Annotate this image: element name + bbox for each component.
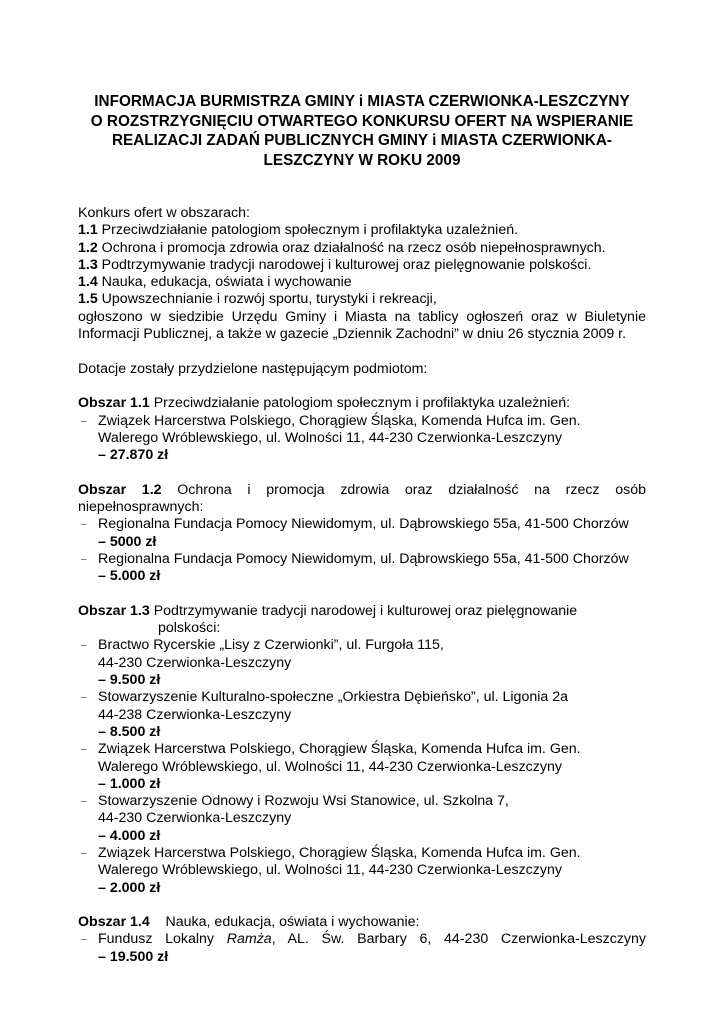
dash-bullet: – <box>81 934 87 946</box>
obszar-heading: Obszar 1.2 Ochrona i promocja zdrowia oraz działalność na rzecz osób <box>78 481 646 498</box>
grant-amount: – 8.500 zł <box>98 723 161 740</box>
area-line: 1.2 Ochrona i promocja zdrowia oraz działalność na rzecz osób niepełnosprawnych. <box>78 239 606 256</box>
announce-line: ogłoszono w siedzibie Urzędu Gminy i Miasta na tablicy ogłoszeń oraz w Biuletynie <box>78 308 646 325</box>
title-line: INFORMACJA BURMISTRZA GMINY i MIASTA CZERWIONKA-LESZCZYNY <box>94 93 630 110</box>
dash-bullet: – <box>81 692 87 704</box>
dash-bullet: – <box>81 415 87 427</box>
grant-item: – Fundusz Lokalny Ramża, AL. Św. Barbary 6, 44-230 Czerwionka-Leszczyny – 19.500 zł <box>81 931 647 965</box>
intro-heading: Konkurs ofert w obszarach: <box>78 205 250 221</box>
grant-item: – Regionalna Fundacja Pomocy Niewidomym, ul. Dąbrowskiego 55a, 41-500 Chorzów – 5.000 zł <box>78 551 646 586</box>
dash-bullet: – <box>81 553 87 565</box>
dash-bullet: – <box>81 796 87 808</box>
grant-item: – Stowarzyszenie Kulturalno-społeczne „Orkiestra Dębieńsko”, ul. Ligonia 2a 44-238 Czerwionka-Leszczyny – 8.500 zł <box>78 689 646 741</box>
dash-bullet: – <box>81 519 87 531</box>
grant-item: – Stowarzyszenie Odnowy i Rozwoju Wsi Stanowice, ul. Szkolna 7, 44-230 Czerwionka-Leszczyny – 4.000 zł <box>78 793 646 845</box>
title-line: REALIZACJI ZADAŃ PUBLICZNYCH GMINY i MIASTA CZERWIONKA- <box>112 132 612 150</box>
grant-item: – Związek Harcerstwa Polskiego, Chorągiew Śląska, Komenda Hufca im. Gen. Walerego Wróblewskiego, ul. Wolności 11, 44-230 Czerwionka-Leszczyny – 1.000 zł <box>78 741 646 793</box>
obszar-heading: Obszar 1.1 Przeciwdziałanie patologiom społecznym i profilaktyka uzależnień: <box>78 395 571 412</box>
grant-item: – Związek Harcerstwa Polskiego, Chorągiew Śląska, Komenda Hufca im. Gen. Walerego Wróblewskiego, ul. Wolności 11, 44-230 Czerwionka-Leszczyny – 27.870 zł <box>78 413 646 465</box>
grant-amount: – 5000 zł <box>98 533 157 550</box>
area-line: 1.4 Nauka, edukacja, oświata i wychowanie <box>78 274 352 291</box>
grant-amount: – 1.000 zł <box>98 775 161 792</box>
dash-bullet: – <box>81 744 87 756</box>
title-line: O ROZSTRZYGNIĘCIU OTWARTEGO KONKURSU OFERT NA WSPIERANIE <box>90 112 634 130</box>
document-body: Konkurs ofert w obszarach: 1.1 Przeciwdziałanie patologiom społecznym i profilaktyka uzależnień. 1.2 Ochrona i promocja zdrowia oraz działalność na rzecz osób niepełnosprawnych. 1.3 Podtrzymywanie tradycji narodowej i kulturowej oraz pielęgnowanie polskości. 1.4 Nauka, edukacja, oświata i wychowanie 1.5 Upowszechnianie i rozwój sportu, turystyki i rekreacji, ogłoszono w siedzibie Urzędu Gminy i Miasta na tablicy ogłoszeń oraz w Biuletynie Informacji Publicznej, a także w gazecie „Dziennik Zachodni” w dniu 26 stycznia 2009 r. Dotacje zostały przydzielone następującym podmiotom: Obszar 1.1 Przeciwdziałanie patologiom społecznym i profilaktyka uzależnień: – Związek Harcerstwa Polskiego, Chorągiew Śląska, Komenda Hufca im. Gen. Walerego Wróblewskiego, ul. Wolności 11, 44-230 Czerwionka-Leszczyny – 27.870 zł Obszar 1.2 Ochrona i promocja zdrowia oraz działalność na rzecz osób niepełnosprawnych: – Regionalna Fundacja Pomocy Niewidomym, ul. Dąbrowskiego 55a, 41-500 Chorzów – 5000 zł – Regionalna Fundacja Pomocy Niewidomym, ul. Dąbrowskiego 55a, 41-500 Chorzów – 5.000 zł Obszar 1.3 Podtrzymywanie tradycji narodowej i kulturowej oraz pielęgnowanie polskości: – Bractwo Rycerskie „Lisy z Czerwionki”, ul. Furgoła 115, 44-230 Czerwionka-Leszczyny – 9.500 zł – Stowarzyszenie Kulturalno-społeczne „Orkiestra Dębieńsko”, ul. Ligonia 2a 44-238 Czerwionka-Leszczyny – 8.500 zł – Związek Harcerstwa Polskiego, Chorągiew Śląska, Komenda Hufca im. Gen. Walerego Wróblewskiego, ul. Wolności 11, 44-230 Czerwionka-Leszczyny – 1.000 zł – Stowarzyszenie Odnowy i Rozwoju Wsi Stanowice, ul. Szkolna 7, 44-230 Czerwionka-Leszczyny – 4.000 zł – Związek Harcerstwa Polskiego, Chorągiew Śląska, Komenda Hufca im. Gen. Walerego Wróblewskiego, ul. Wolności 11, 44-230 Czerwionka-Leszczyny – 2.000 zł Obszar 1.4 Nauka, edukacja, oświata i wychowanie: – Fundusz Lokalny Ramża, AL. Św. Barbary 6, 44-230 Czerwionka-Leszczyny – 19.500 zł <box>78 205 647 965</box>
grant-item: – Regionalna Fundacja Pomocy Niewidomym, ul. Dąbrowskiego 55a, 41-500 Chorzów – 5000 zł <box>78 516 646 551</box>
grant-item: – Bractwo Rycerskie „Lisy z Czerwionki”, ul. Furgoła 115, 44-230 Czerwionka-Leszczyny – 9.500 zł <box>78 637 646 689</box>
dotacje-heading: Dotacje zostały przydzielone następującym podmiotom: <box>78 360 428 377</box>
grant-amount: – 2.000 zł <box>98 879 161 896</box>
announce-line: Informacji Publicznej, a także w gazecie „Dziennik Zachodni” w dniu 26 stycznia 2009 r. <box>78 326 627 343</box>
area-line: 1.3 Podtrzymywanie tradycji narodowej i kulturowej oraz pielęgnowanie polskości. <box>78 256 592 273</box>
dash-bullet: – <box>81 847 87 859</box>
grant-amount: – 4.000 zł <box>98 827 161 844</box>
grant-amount: – 19.500 zł <box>98 948 169 965</box>
area-line: 1.1 Przeciwdziałanie patologiom społecznym i profilaktyka uzależnień. <box>78 222 519 239</box>
obszar-heading: Obszar 1.4 Nauka, edukacja, oświata i wychowanie: <box>78 914 420 931</box>
grant-amount: – 9.500 zł <box>98 672 161 689</box>
grant-item: – Związek Harcerstwa Polskiego, Chorągiew Śląska, Komenda Hufca im. Gen. Walerego Wróblewskiego, ul. Wolności 11, 44-230 Czerwionka-Leszczyny – 2.000 zł <box>78 845 646 897</box>
title-line: LESZCZYNY W ROKU 2009 <box>263 151 461 169</box>
grant-amount: – 5.000 zł <box>98 568 161 585</box>
document-title <box>70 92 654 170</box>
dash-bullet: – <box>81 640 87 652</box>
obszar-heading: Obszar 1.3 Podtrzymywanie tradycji narodowej i kulturowej oraz pielęgnowanie <box>78 602 578 619</box>
grant-amount: – 27.870 zł <box>98 447 169 464</box>
area-line: 1.5 Upowszechnianie i rozwój sportu, turystyki i rekreacji, <box>78 291 437 308</box>
